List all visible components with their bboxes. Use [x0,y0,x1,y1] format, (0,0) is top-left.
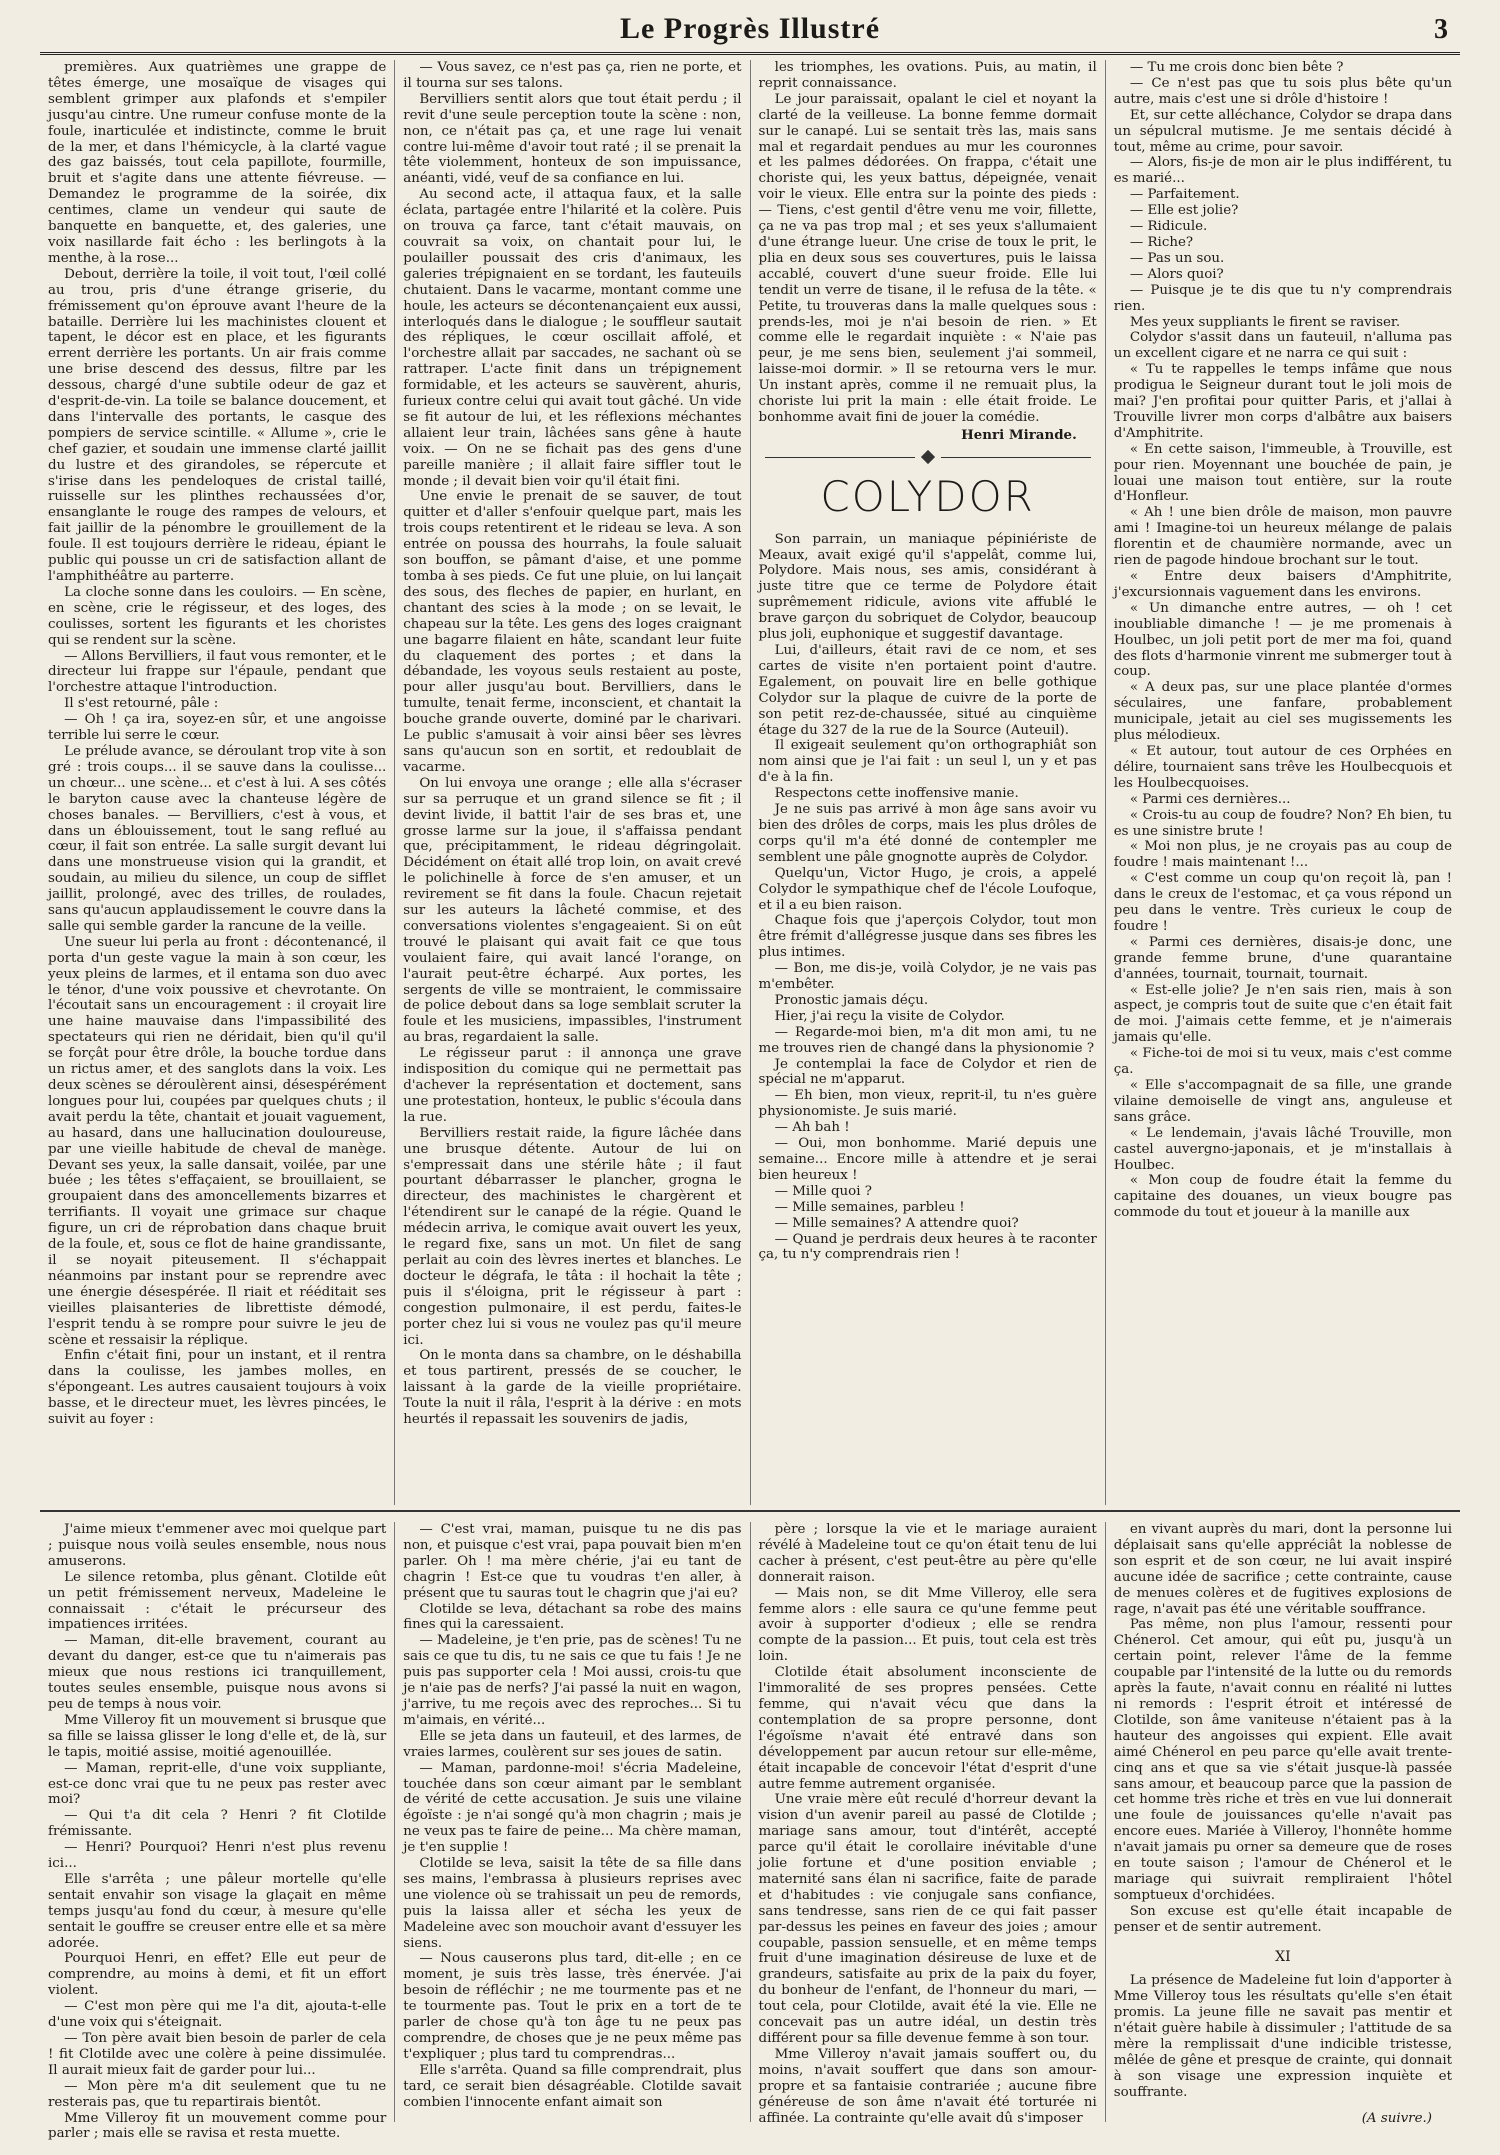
top-column-3 [751,60,1106,1505]
section-divider [759,450,1097,466]
page-header [40,8,1460,52]
serial-part-b [1114,1973,1452,2100]
paragraph: — Parfaitement. [1129,187,1240,203]
paragraph: — Allons Bervilliers, il faut vous remonter, et le directeur lui frappe sur l'épaule, pendant que l'orchestre attaque l'introduction. [48,648,387,696]
paragraph: — Maman, reprit-elle, d'une voix suppliante, est-ce donc vrai que tu ne peux pas rester avec moi? [48,1760,387,1808]
paragraph: « Un dimanche entre autres, — oh ! cet inoubliable dimanche ! — je me promenais à Houlbec, un joli petit port de mer ma foi, quand des flots d'harmonie vinrent me submerger tout à coup. [1113,600,1452,680]
paragraph: Bervilliers sentit alors que tout était perdu ; il revit d'une seule perception toute la scène : non, non, ce n'était pas ça, et une rage lui venait contre lui-même d'avoir tout raté ; il se prenait la tête violemment, honteux de son impuissance, anéanti, vidé, veuf de sa confiance en lui. [403,91,742,187]
paragraph: Il s'est retourné, pâle : [64,696,219,712]
bottom-column-1 [40,1522,395,2142]
paragraph: — Mille quoi ? [774,1183,872,1199]
paragraph: Son parrain, un maniaque pépiniériste de Meaux, avait exigé qu'il s'appelât, comme lui, Polydore. Mais nous, ses amis, considérant à juste titre que ce terme de Polydore était suprêmement ridicule, avions vite affublé le brave garçon du sobriquet de Colydor, beaucoup plus joli, euphonique et suggestif davantage. [758,531,1097,643]
paragraph: On lui envoya une orange ; elle alla s'écraser sur sa perruque et un grand silence se fit ; il devint livide, il battit l'air de ses bras et, une grosse larme sur la joue, il s'affaissa pendant que, précipitamment, le rideau dégringolait. Décidément on était allé trop loin, on avait crevé le polichinelle à force de s'en amuser, et un revirement se fit dans la foule. Chacun rejetait sur les auteurs la lâcheté commise, et des conversations violentes s'engageaient. Si on eût trouvé le plaisant qui avait fait ce que tous voulaient faire, qui avait lancé l'orange, on l'aurait peut-être écharpé. Aux portes, les sergents de ville se montraient, le commissaire de police debout dans sa loge semblait scruter la foule et les musiciens, impassibles, l'instrument au bras, regardaient la salle. [403,775,742,1046]
paragraph: Je contemplai la face de Colydor et rien de spécial ne m'apparut. [758,1056,1097,1088]
paragraph: — Mais non, se dit Mme Villeroy, elle sera femme alors : elle saura ce qu'une femme peut avoir à supporter d'odieux ; elle se rendra compte de la passion... Et puis, tout cela est très loin. [758,1585,1097,1665]
paragraph: — Riche? [1129,234,1194,250]
paragraph: Le silence retomba, plus gênant. Clotilde eût un petit frémissement nerveux, Madeleine le connaissait : c'était le précurseur des impatiences irritées. [48,1569,387,1633]
paragraph: « Fiche-toi de moi si tu veux, mais c'est comme ça. [1113,1046,1452,1078]
paragraph: « Crois-tu au coup de foudre? Non? Eh bien, tu es une sinistre brute ! [1113,807,1452,839]
paragraph: Clotilde se leva, détachant sa robe des mains fines qui la caressaient. [403,1601,742,1633]
chapter-number: XI [1275,1948,1291,1965]
paragraph: Clotilde était absolument inconsciente de l'immoralité de ses propres pensées. Cette femme, qui n'avait vécu que dans la contemplation de sa propre personne, dont l'égoïsme n'avait été entravé dans son développement par aucun retour sur elle-même, était incapable de concevoir l'état d'esprit d'une autre femme autrement organisée. [758,1665,1097,1792]
author-signature: Henri Mirande. [961,426,1077,443]
paragraph: Le prélude avance, se déroulant trop vite à son gré : trois coups... il se sauve dans la coulisse... un chœur... une scène... et c'est à lui. A ses côtés le baryton cause avec la chanteuse légère de choses banales. — Bervilliers, c'est à vous, et dans un éblouissement, tout le sang reflué au cœur, il fait son entrée. La salle surgit devant lui dans une monstrueuse vision qui la grandit, et soudain, au milieu du silence, un coup de sifflet jaillit, prolongé, avec des trilles, de roulades, sans qu'aucun applaudissement le couvre dans la salle qui semble garder la rancune de la veille. [48,743,387,934]
top-column-2 [395,60,750,1505]
paragraph: premières. Aux quatrièmes une grappe de têtes émerge, une mosaïque de visages qui semblent grimper aux plafonds et s'empiler jusqu'au cintre. Une rumeur confuse monte de la foule, inarticulée et indistincte, comme le bruit de la mer, et dans l'hémicycle, à la clarté vague des gaz baissés, tout cela papillote, fourmille, bruit et s'agite dans une attente fiévreuse. — Demandez le programme de la soirée, dix centimes, clame un vendeur qui saute de banquette en banquette, et, des galeries, une voix nasillarde fait écho : les berlingots à la menthe, à la rose... [48,60,387,266]
paragraph: « Parmi ces dernières... [1129,791,1291,807]
paragraph: les triomphes, les ovations. Puis, au matin, il reprit connaissance. [758,60,1097,91]
top-column-4 [1106,60,1460,1505]
paragraph: Je ne suis pas arrivé à mon âge sans avoir vu bien des drôles de corps, mais les plus drôles de corps qu'il m'a été donné de contempler me semblent une pâle gnognotte auprès de Colydor. [758,802,1097,865]
paragraph: Bervilliers restait raide, la figure lâchée dans une brusque détente. Autour de lui on s'empressait dans une stérile hâte ; il faut pourtant débarrasser le plancher, grogna le directeur, des machinistes le chargèrent et l'étendirent sur le canapé de la régie. Quand le médecin arriva, le comique avait ouvert les yeux, le regard fixe, sans un mot. Un filet de sang perlait au coin des lèvres inertes et blanches. Le docteur le dégrafa, le tâta : il hochait la tête ; puis il s'éloigna, prit le régisseur à part : congestion pulmonaire, il est perdu, faites-le porter chez lui si vous ne voulez pas qu'il meure ici. [403,1125,742,1348]
paragraph: — Nous causerons plus tard, dit-elle ; en ce moment, je suis très lasse, très énervée. J'ai besoin de réfléchir ; ne me tourmente pas et ne te tourmente pas. Tout le prix en a tort de te parler de chose qu'à ton âge tu ne peux pas comprendre, de choses que je ne peux même pas t'expliquer ; plus tard tu comprendras... [403,1951,742,2062]
paragraph: — Bon, me dis-je, voilà Colydor, je ne vais pas m'embêter. [758,961,1097,993]
paragraph: — Ce n'est pas que tu sois plus bête qu'un autre, mais c'est une si drôle d'histoire ! [1113,75,1452,107]
paragraph: « Moi non plus, je ne croyais pas au coup de foudre ! mais maintenant !... [1113,839,1452,871]
paragraph: Chaque fois que j'aperçois Colydor, tout mon être frémit d'allégresse jusque dans ses fibres les plus intimes. [758,913,1097,961]
paragraph: Il exigeait seulement qu'on orthographiât son nom ainsi que je l'ai fait : un seul l, un y et pas d'e à la fin. [758,738,1097,786]
paragraph: « En cette saison, l'immeuble, à Trouville, est pour rien. Moyennant une bouchée de pain, je louai une maison tout entière, sur la route d'Honfleur. [1113,441,1452,505]
paragraph: « Et autour, tout autour de ces Orphées en délire, tournaient sans trêve les Houlbecquois et les Houlbecquoises. [1113,743,1452,791]
paragraph: — Alors, fis-je de mon air le plus indifférent, tu es marié... [1113,155,1452,187]
paragraph: Pronostic jamais déçu. [774,992,929,1008]
bottom-column-4 [1106,1522,1460,2126]
paragraph: Une envie le prenait de se sauver, de tout quitter et d'aller s'enfouir quelque part, mais les trois coups retentirent et le rideau se leva. A son entrée on poussa des hourrahs, la foule saluait son bouffon, se pâmant d'aise, et une pomme tomba à ses pieds. Ce fut une pluie, on lui lançait des sous, des fleches de papier, en hurlant, en chantant des scies à la mode ; on se levait, le chapeau sur la tête. Les gens des loges craignant une bagarre filaient en hâte, scandant leur fuite du claquement des portes ; et dans la débandade, les voyous seuls restaient au poste, pour aller jusqu'au bout. Bervilliers, dans le tumulte, tenait ferme, inconscient, et chantait la bouche grande ouverte, dominé par le charivari. Le public s'amusait à voir ainsi bêer ses lèvres sans qu'aucun son en sortit, et redoublait de vacarme. [403,489,742,775]
paragraph: « Parmi ces dernières, disais-je donc, une grande femme brune, d'une quarantaine d'années, tournait, tournait, tournait. [1113,934,1452,982]
paragraph: — Regarde-moi bien, m'a dit mon ami, tu ne me trouves rien de changé dans la physionomie ? [758,1024,1097,1056]
paragraph: — Henri? Pourquoi? Henri n'est plus revenu ici... [48,1840,387,1872]
paragraph: en vivant auprès du mari, dont la personne lui déplaisait sans qu'elle appréciât la noblesse de son esprit et de son cœur, ne lui avait inspiré aucune idée de sacrifice ; cette contrainte, cause de menues colères et de fugitives explosions de rage, n'avait pas été une véritable souffrance. [1113,1522,1452,1617]
paragraph: — C'est vrai, maman, puisque tu ne dis pas non, et puisque c'est vrai, papa pouvait bien m'en parler. Oh ! ma mère chérie, j'ai eu tant de chagrin ! Est-ce que tu voudras t'en aller, à présent que tu sauras tout le chagrin que j'ai eu? [403,1522,742,1601]
paragraph: Pourquoi Henri, en effet? Elle eut peur de comprendre, au moins à demi, et fit un effort violent. [48,1951,387,1999]
paragraph: Une vraie mère eût reculé d'horreur devant la vision d'un avenir pareil au passé de Clotilde ; mariage sans amour, tout d'intérêt, accepté parce qu'il était le corollaire inévitable d'une jolie fortune et d'une position enviable ; maternité sans élan ni sacrifice, faite de parade et d'habitudes : vie conjugale sans confiance, sans tendresse, sans rien de ce qui fait passer par-dessus les peines en faveur des joies ; amour coupable, passion sensuelle, et en même temps fruit d'une imagination désireuse de luxe et de grandeurs, satisfaite au prix de la paix du foyer, du bonheur de l'enfant, de l'honneur du mari, — tout cela, pour Clotilde, avait été la vie. Elle ne concevait pas un autre idéal, un destin très différent pour sa fille devenue femme à son tour. [758,1792,1097,2046]
paragraph: « C'est comme un coup qu'on reçoit là, pan ! dans le creux de l'estomac, et ça vous répond un peu dans le ventre. Très curieux le coup de foudre ! [1113,871,1452,934]
paragraph: « Tu te rappelles le temps infâme que nous prodigua le Seigneur durant tout le joli mois de mai? J'en profitai pour quitter Paris, et j'allai à Trouville livrer mon corps d'albâtre aux baisers d'Amphitrite. [1113,362,1452,441]
paragraph: — Mille semaines, parbleu ! [774,1199,965,1215]
paragraph: Mes yeux suppliants le firent se raviser. [1129,314,1401,330]
story-ending [759,60,1097,426]
paragraph: On le monta dans sa chambre, on le déshabilla et tous partirent, pressés de se coucher, le laissant à la garde de la vieille propriétaire. Toute la nuit il râla, l'esprit à la dérive : en mots heurtés il repassait les souvenirs de jadis, [403,1348,742,1428]
paragraph: Quelqu'un, Victor Hugo, je crois, a appelé Colydor le sympathique chef de l'école Loufoque, et il a eu bien raison. [758,865,1097,913]
paragraph: — Ridicule. [1129,219,1208,235]
paragraph: Enfin c'était fini, pour un instant, et il rentra dans la coulisse, les jambes molles, en s'épongeant. Les autres causaient toujours à voix basse, et le directeur muet, les lèvres pincées, le suivit au foyer : [48,1348,387,1428]
paragraph: — Madeleine, je t'en prie, pas de scènes! Tu ne sais ce que tu dis, tu ne sais ce que tu fais ! Je ne puis pas supporter cela ! Moi aussi, crois-tu que je n'aie pas de nerfs? J'ai passé la nuit en wagon, j'arrive, tu me reçois avec des reproches... Si tu m'aimais, en vérité... [403,1633,742,1728]
paragraph: — Maman, pardonne-moi! s'écria Madeleine, touchée dans son cœur aimant par le semblant de vérité de cette accusation. Je suis une vilaine égoïste : je n'ai songé qu'à mon chagrin ; mais je ne veux pas te faire de peine... Ma chère maman, je t'en supplie ! [403,1760,742,1856]
paragraph: « A deux pas, sur une place plantée d'ormes séculaires, une fanfare, probablement municipale, jetait au ciel ses mugissements les plus mélodieux. [1113,680,1452,744]
colydor-story [759,532,1097,1264]
story-headline: COLYDOR [820,471,1035,521]
paragraph: Elle s'arrêta ; une pâleur mortelle qu'elle sentait envahir son visage la glaçait en même temps jusqu'au fond du cœur, à mesure qu'elle sentait le gouffre se creuser entre elle et sa mère adorée. [48,1871,387,1951]
bottom-column-2 [395,1522,750,2122]
paragraph: — Eh bien, mon vieux, reprit-il, tu n'es guère physionomiste. Je suis marié. [758,1088,1097,1120]
paragraph: « Mon coup de foudre était la femme du capitaine des douanes, un vieux bougre pas commode du tout et joueur à la manille aux [1113,1173,1452,1221]
bottom-column-3 [751,1522,1106,2126]
paragraph: — Mille semaines? A attendre quoi? [774,1215,1019,1231]
paragraph: Lui, d'ailleurs, était ravi de ce nom, et ses cartes de visite n'en portaient point d'autre. Egalement, on pouvait lire en belle gothique Colydor sur la plaque de cuivre de la porte de son petit rez-de-chaussée, situé au cinquième étage du 327 de la rue de la Source (Auteuil). [758,643,1097,738]
header-rule [40,52,1460,55]
paragraph: Hier, j'ai reçu la visite de Colydor. [774,1008,1005,1024]
paragraph: « Ah ! une bien drôle de maison, mon pauvre ami ! Imagine-toi un heureux mélange de palais florentin et de chaumière normande, avec un rien de pagode hindoue brochant sur le tout. [1113,505,1452,569]
paragraph: — Mon père m'a dit seulement que tu ne resterais pas, que tu repartirais bientôt. [48,2078,387,2110]
paragraph: Elle s'arrêta. Quand sa fille comprendrait, plus tard, ce serait bien désagréable. Clotilde savait combien l'innocente enfant aimait son [403,2062,742,2110]
serial-part-a [1114,1522,1452,1936]
paragraph: Et, sur cette alléchance, Colydor se drapa dans un sépulcral mutisme. Je me sentais décidé à tout, même au crime, pour savoir. [1113,107,1452,155]
paragraph: — Puisque je te dis que tu n'y comprendrais rien. [1113,282,1452,314]
paragraph: J'aime mieux t'emmener avec moi quelque part ; puisque nous voilà seules ensemble, nous nous amuserons. [48,1522,387,1569]
paragraph: « Entre deux baisers d'Amphitrite, j'excursionnais vaguement dans les environs. [1113,569,1452,600]
paragraph: — Quand je perdrais deux heures à te raconter ça, tu n'y comprendrais rien ! [758,1231,1097,1263]
paragraph: « Le lendemain, j'avais lâché Trouville, mon castel auvergno-japonais, et je m'installais à Houlbec. [1113,1125,1452,1173]
paragraph: Le régisseur parut : il annonça une grave indisposition du comique qui ne permettait pas d'achever la représentation et doctement, sans une protestation, honteux, le public s'écoula dans la rue. [403,1046,742,1125]
paragraph: Elle se jeta dans un fauteuil, et des larmes, de vraies larmes, coulèrent sur ses joues de satin. [403,1728,742,1760]
paragraph: père ; lorsque la vie et le mariage auraient révélé à Madeleine tout ce qu'on était tenu de lui cacher à présent, c'est peut-être au père qu'elle donnerait raison. [758,1522,1097,1585]
paragraph: Debout, derrière la toile, il voit tout, l'œil collé au trou, pris d'une étrange griserie, du frémissement qu'on éprouve avant l'heure de la bataille. Derrière lui les machinistes clouent et tapent, le décor est en place, et les figurants errent derrière les portants. Un air frais comme une brise descend des dessus, filtre par les dessous, chargé d'une subtile odeur de gaz et d'esprit-de-vin. La toile se balance doucement, et dans l'intervalle des portants, le casque des pompiers de service scintille. « Allume », crie le chef gazier, et soudain une immense clarté jaillit du lustre et des girandoles, se répercute et s'irise dans les pendeloques de cristal taillé, ruisselle sur les plinthes rechaussées d'or, ensanglante le rouge des rampes de velours, et fait jaillir de la pénombre le grouillement de la foule. Il est toujours derrière le rideau, épiant le public qui pousse un cri de satisfaction allant de l'amphithéâtre au parterre. [48,266,387,584]
paragraph: Pas même, non plus l'amour, ressenti pour Chénerol. Cet amour, qui eût pu, jusqu'à un certain point, relever l'âme de la femme coupable par l'intensité de la lutte ou du remords après la faute, n'avait connu en réalité ni luttes ni remords : l'esprit étroit et intéressé de Clotilde, son âme vaniteuse n'étaient pas à la hauteur des angoisses qui expient. Elle avait aimé Chénerol en peu parce qu'elle avait trente-cinq ans et que sa vie s'était jusque-là passée sans amour, et beaucoup parce que la passion de cet homme très riche et très en vue lui donnerait une foule de jouissances qu'elle n'avait pas encore eues. Mariée à Villeroy, l'honnête homme n'avait jamais pu orner sa demeure que de roses en toute saison ; l'amour de Chénerol et le mariage qui suivrait rempliraient l'hôtel somptueux d'orchidées. [1113,1617,1452,1903]
paragraph: — Tu me crois donc bien bête ? [1129,60,1344,75]
paragraph: — Vous savez, ce n'est pas ça, rien ne porte, et il tourna sur ses talons. [403,60,742,91]
paragraph: — Elle est jolie? [1129,203,1239,219]
paragraph: Mme Villeroy fit un mouvement comme pour parler ; mais elle se ravisa et resta muette. [48,2110,387,2142]
paragraph: « Est-elle jolie? Je n'en sais rien, mais à son aspect, je compris tout de suite que c'en était fait de moi. J'aimais cette femme, et je n'aimerais jamais qu'elle. [1113,982,1452,1046]
paragraph: — C'est mon père qui me l'a dit, ajouta-t-elle d'une voix qui s'éteignait. [48,1999,387,2031]
paragraph: — Ah bah ! [774,1120,850,1136]
paragraph: — Maman, dit-elle bravement, courant au devant du danger, est-ce que tu n'aimerais pas mieux que nous restions ici tranquillement, toutes seules ensemble, puisque nous avons si peu de temps à nous voir. [48,1633,387,1712]
page-number: 3 [1434,14,1448,45]
to-be-continued: (A suivre.) [1361,2110,1432,2126]
paragraph: La présence de Madeleine fut loin d'apporter à Mme Villeroy tous les résultats qu'elle s'en était promis. La jeune fille ne savait pas mentir et n'était guère habile à dissimuler ; l'attitude de sa mère la remplissait d'une indicible tristesse, mêlée de gêne et presque de crainte, qui donnait à son visage une expression inquiète et souffrante. [1113,1973,1452,2100]
paragraph: — Qui t'a dit cela ? Henri ? fit Clotilde frémissante. [48,1808,387,1840]
top-section [40,60,1460,1505]
paragraph: Le jour paraissait, opalant le ciel et noyant la clarté de la veilleuse. La bonne femme dormait sur le canapé. Lui se sentait très las, mais sans mal et regardait pendues au mur les couronnes et les palmes dédorées. On frappa, c'était une choriste qui, les yeux battus, dépeignée, venait voir le vieux. Elle entra sur la pointe des pieds : — Tiens, c'est gentil d'être venu me voir, fillette, ça ne va pas trop mal ; et ses yeux s'allumaient d'une étrange lueur. Une crise de toux le prit, le plia en deux sous ses couvertures, puis le laissa accablé, couvert d'une sueur froide. Elle lui tendit un verre de tisane, il le refusa de la tête. « Petite, tu trouveras dans la malle quelques sous : prends-les, moi je n'ai besoin de rien. » Et comme elle le regardait inquiète : « N'aie pas peur, je me sens bien, seulement j'ai sommeil, laisse-moi dormir. » Il se retourna vers le mur. Un instant après, comme il ne remuait plus, la choriste lui prit la main : elle était froide. Le bonhomme avait fini de jouer la comédie. [758,91,1097,425]
paragraph: Respectons cette inoffensive manie. [774,786,1019,802]
paragraph: — Oui, mon bonhomme. Marié depuis une semaine... Encore mille à attendre et je serai bien heureux ! [758,1136,1097,1183]
paragraph: — Ton père avait bien besoin de parler de cela ! fit Clotilde avec une colère à peine dissimulée. Il aurait mieux fait de garder pour lui... [48,2031,387,2078]
paragraph: Une sueur lui perla au front : décontenancé, il porta d'un geste vague la main à son cœur, les yeux pleins de larmes, et il entama son duo avec le ténor, d'une voix poussive et chevrotante. On l'écoutait sans un encouragement : il croyait lire une haine mauvaise dans l'impassibilité des spectateurs qui rien ne déridait, bien qu'il qu'il se forçât pour être drôle, la bouche tordue dans un rictus amer, et des sanglots dans la voix. Les deux scènes se déroulèrent ainsi, désespérément longues pour lui, coupées par quelques chuts ; il avait perdu la tête, chantait et jouait vaguement, au hasard, dans une hallucination douloureuse, par une vieille habitude de cheval de manège. Devant ses yeux, la salle dansait, voilée, par une buée ; les têtes s'effaçaient, se brouillaient, se groupaient dans des amoncellements bizarres et terrifiants. Il voyait une grimace sur chaque figure, un cri de réprobation dans chaque bruit de la foule, et, sous ce flot de haine grandissante, il se noyait piteusement. Il s'échappait néanmoins par instant pour se reprendre avec une énergie désespérée. Il riait et rééditait ses vieilles plaisanteries de librettiste démodé, l'esprit tendu à se rompre pour suivre le jeu de scène et ressaisir la réplique. [48,934,387,1348]
top-column-1 [40,60,395,1505]
paragraph: « Elle s'accompagnait de sa fille, une grande vilaine demoiselle de vingt ans, anguleuse et sans grâce. [1113,1078,1452,1125]
paragraph: — Oh ! ça ira, soyez-en sûr, et une angoisse terrible lui serre le cœur. [48,712,387,744]
journal-title: Le Progrès Illustré [619,12,881,45]
paragraph: — Pas un sou. [1129,250,1225,266]
paragraph: La cloche sonne dans les couloirs. — En scène, en scène, crie le régisseur, et des loges, des coulisses, sortent les figurants et les choristes qui se rendent sur la scène. [48,584,387,648]
paragraph: Au second acte, il attaqua faux, et la salle éclata, partagée entre l'hilarité et la colère. Puis on trouva ça farce, tant c'était mauvais, on couvrait sa voix, on chantait pour lui, le poulailler poussait des cris d'animaux, les galeries trépignaient en se tordant, les fauteuils chutaient. Dans le vacarme, montant comme une houle, les acteurs se décontenançaient eux aussi, interloqués dans le dialogue ; le souffleur sautait des répliques, le cœur oscillait affolé, et l'orchestre allait par saccades, ne sachant où se rattraper. L'acte finit dans un trépignement formidable, et les acteurs se sauvèrent, ahuris, furieux contre celui qui avait tout gâché. Un vide se fit autour de lui, et les réflexions méchantes allaient leur train, lâchées sans gêne à haute voix. — On ne se fichait pas des gens d'une pareille manière ; il allait faire siffler tout le monde ; il devait bien voir qu'il était fini. [403,187,742,489]
serial-divider-rule [40,1510,1460,1512]
paragraph: Clotilde se leva, saisit la tête de sa fille dans ses mains, l'embrassa à plusieurs reprises avec une violence où se trahissait un peu de remords, puis la laissa aller et sécha les yeux de Madeleine avec son mouchoir avant d'essuyer les siens. [403,1856,742,1951]
paragraph: Son excuse est qu'elle était incapable de penser et de sentir autrement. [1113,1903,1452,1935]
paragraph: Colydor s'assit dans un fauteuil, n'alluma pas un excellent cigare et ne narra ce qui suit : [1113,330,1452,362]
serial-section [40,1522,1460,2142]
paragraph: Mme Villeroy fit un mouvement si brusque que sa fille se laissa glisser le long d'elle et, de là, sur le tapis, moitié assise, moitié agenouillée. [48,1712,387,1760]
paragraph: — Alors quoi? [1129,266,1224,282]
paragraph: Mme Villeroy n'avait jamais souffert ou, du moins, n'avait souffert que dans son amour-propre et sa fantaisie contrariée ; aucune fibre généreuse de son âme n'avait été torturée ni affinée. La contrainte qu'elle avait dû s'imposer [758,2046,1097,2126]
